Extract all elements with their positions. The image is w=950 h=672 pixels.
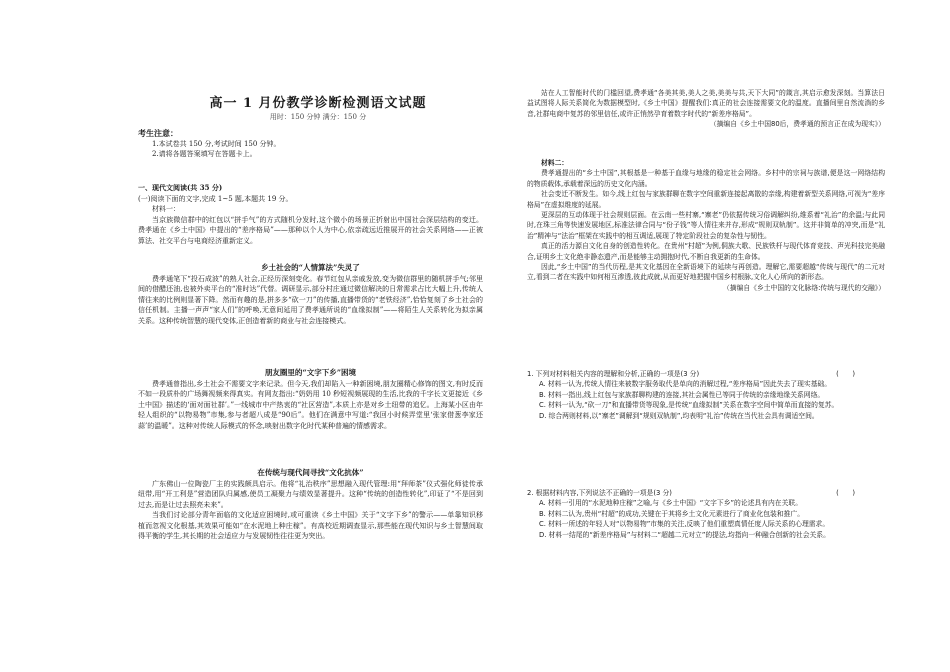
question-1 [527,369,885,421]
section-heading-block [138,183,483,246]
subheading-1: 乡土社会的“人情算法”失灵了 [261,263,360,272]
material2-paragraph: 真正的活力源自文化自身的创造性转化。在贵州“村超”为例,侗族大歌、民族铁杆与现代体育竞技、声光科技完美融合,证明乡土文化绝非静态遗产,而是能够主动拥抱时代,不断自我更新的生命体。 [527,242,885,261]
question-stem [527,488,885,498]
material2-paragraph: 费孝通提出的“乡土中国”,其根基是一种基于血缘与地缘的稳定社会网络。乡村中的宗祠与族谱,便是这一网络结构的物质载体,承载着深远的历史文化内涵。 [527,169,885,188]
notice-item: 1.本试卷共 150 分,考试时间 150 分钟。 [152,139,281,148]
material2-block [527,158,885,293]
paragraph-2: 费孝通曾指出,乡土社会不需要文字来记录。但今天,我们却陷入一种新困境,朋友圈精心修饰的图文,有时反而不如一段质朴的广场舞视频来得真实。有网友指出:“奶奶用 10 秒短视频展现的生活,比我的千字长文更接近《乡土中国》描述的‘面对面社群’。”一线城市中产热衷的“社区营造”,本质上亦是对乡土纽带的追忆。上海某小区由年轻人组织的“以物易物”市集,参与者超八成是“90后”。他们在满意中写道:“我回小时候弄堂里‘张家借葱李家还蒜’的温暖”。这种对传统人际模式的怀念,映射出数字化时代某种普遍的情感需求。 [138,379,483,430]
option: D. 材料一结尾的“新差序格局”与材料二“超越二元对立”的提法,均指向一种融合创新的社会关系。 [539,530,830,539]
option: C. 材料一所述的年轻人对“以物易物”市集的关注,反映了他们重塑真情任度人际关系的心理需求。 [539,520,830,529]
option: B. 材料二认为,贵州“村超”的成功,关键在于其将乡土文化元素进行了商业化包装和推广。 [539,509,805,518]
option: C. 材料一认为,“砍一刀”和直播带货等现象,是传统“血缘拟制”关系在数字空间中简单而直接的复苏。 [539,401,839,410]
question-2-stem: 2. 根据材料内容,下列说法不正确的一项是(3 分) [527,489,672,497]
option: A. 材料一认为,传统人情往来被数字服务取代是单向的消解过程,“差序格局”因此失去了现实基础。 [539,380,832,389]
option: D. 综合两则材料,以“寨老”调解到“规则双轨制”,均表明“礼治”传统在当代社会具有调适空间。 [539,411,819,420]
notice-heading: 考生注意： [138,128,178,138]
passage-part-1 [138,263,483,326]
question-1-stem: 1. 下列对材料相关内容的理解和分析,正确的一项是(3 分) [527,370,700,378]
paragraph-1: 费孝通笔下“投石成波”的熟人社会,正经历深刻变化。春节红包从亲戚发放,变为微信群里的随机拼手气;邻里间的借醋还油,也被外卖平台的“准时达”代替。调研显示,部分村庄通过微信解决的日常需求占比大幅上升,传统人情往来的比例则显著下降。然而有趣的是,拼多多“砍一刀”的传播,直播带货的“老铁经济”,恰恰复刻了乡土社会的信任机制。主播一声声“家人们”的呼唤,无意间延用了费孝通所说的“血缘拟制”——将陌生人关系转化为拟亲属关系。这种传统智慧的现代变体,正创造着新的商业与社会连接模式。 [138,274,483,325]
subheading-3: 在传统与现代间寻找“文化抗体” [257,468,364,477]
material1-intro: 当京族微信群中的红包以“拼手气”的方式随机分发时,这个微小的场景正折射出中国社会深层结构的变迁。费孝通在《乡土中国》中提出的“差序格局”——那种以个人为中心,依亲疏远近推展开的社会关系网络——正被算法、社交平台与电商经济重新定义。 [138,215,483,245]
material1-top-paragraph: 站在人工智能时代的门槛回望,费孝通“各美其美,美人之美,美美与共,天下大同”的箴言,其启示愈发深刻。当算法日益试图将人际关系简化为数据模型时,《乡土中国》提醒我们:真正的社会连接需要文化的温度。直播间里自然流淌的乡音,社群电商中复苏的邻里信任,或许正悄然孕育着数字时代的“新差序格局”。 [527,89,885,118]
material1-label: 材料一： [152,205,180,213]
exam-meta: 用时：150 分钟 满分：150 分 [269,113,367,121]
material2-paragraph: 更深层的互动体现于社会规则层面。在云南一些村寨,“寨老”仍依据传统习俗调解纠纷,维系着“礼治”的余温;与此同时,在珠三角等快速发展地区,标准法律合同与“份子钱”等人情往来并存,形成“规则双轨制”。这并非简单的冲突,而是“礼治”精神与“法治”框架在实践中的相互调适,展现了特定阶段社会的复杂性与韧性。 [527,211,885,240]
answer-paren: ( ) [836,489,855,497]
section-instructions: (一)阅读下面的文字,完成 1~5 题,本题共 19 分。 [138,194,293,203]
option: B. 材料一指出,线上红包与家族群聊构建的连接,其社会属性已等同于传统的亲缘地缘关系网络。 [539,390,825,399]
material1-source: （摘编自《乡土中国80后，费孝通的预言正在成为现实》） [709,120,885,129]
option: A. 材料一引用的“水泥地种庄稼”之喻,与《乡土中国》“文字下乡”的论述具有内在关联。 [539,499,802,508]
passage-part-3 [138,468,483,542]
material2-paragraph: 因此,“乡土中国”的当代历程,是其文化基因在全新语境下的延续与再创造。理解它,需要超越“传统与现代”的二元对立,看到二者在实践中如何相互渗透,彼此成就,从而更好地把握中国乡村根脉,文化人心所向的新形态。 [527,263,885,282]
section-heading: 一、现代文阅读(共 35 分) [138,183,223,192]
material2-paragraph: 社会变迁不断发生。如今,线上红包与家族群聊在数字空间重新连接起离散的亲缘,构建着新型关系网络,可视为“差序格局”在虚拟维度的延展。 [527,190,885,209]
material1-conclusion [527,88,885,130]
notice-item: 2.请将各题答案填写在答题卡上。 [152,150,257,158]
material2-source: （摘编自《乡土中国的文化脉络:传统与现代的交融》） [722,283,885,292]
question-stem [527,369,885,379]
question-2 [527,488,885,540]
paragraph-4: 当我们讨论部分青年面临的文化适应困境时,或可重读《乡土中国》关于“文字下乡”的警示——单靠知识移植而忽视文化根基,其效果可能如“在水泥地上种庄稼”。有高校近期调查显示,那些能在现代知识与乡土智慧间取得平衡的学生,其长期的社会适应力与发展韧性往往更为突出。 [138,511,483,540]
answer-paren: ( ) [836,370,855,378]
exam-title: 高一 1 月份教学诊断检测语文试题 [209,96,427,111]
subheading-2: 朋友圈里的“文字下乡”困境 [264,368,357,377]
notice [138,128,483,160]
material2-label: 材料二： [541,159,569,167]
passage-part-2 [138,368,483,431]
paragraph-3: 广东佛山一位陶瓷厂主的实践颇具启示。他将“礼治秩序”思想融入现代管理:用“拜师茶”仪式强化师徒传承纽带,用“开工利是”营造团队归属感,使员工凝聚力与绩效显著提升。这种“传统的创造性转化”,印证了“不是回到过去,而是让过去照亮未来”。 [138,479,483,509]
